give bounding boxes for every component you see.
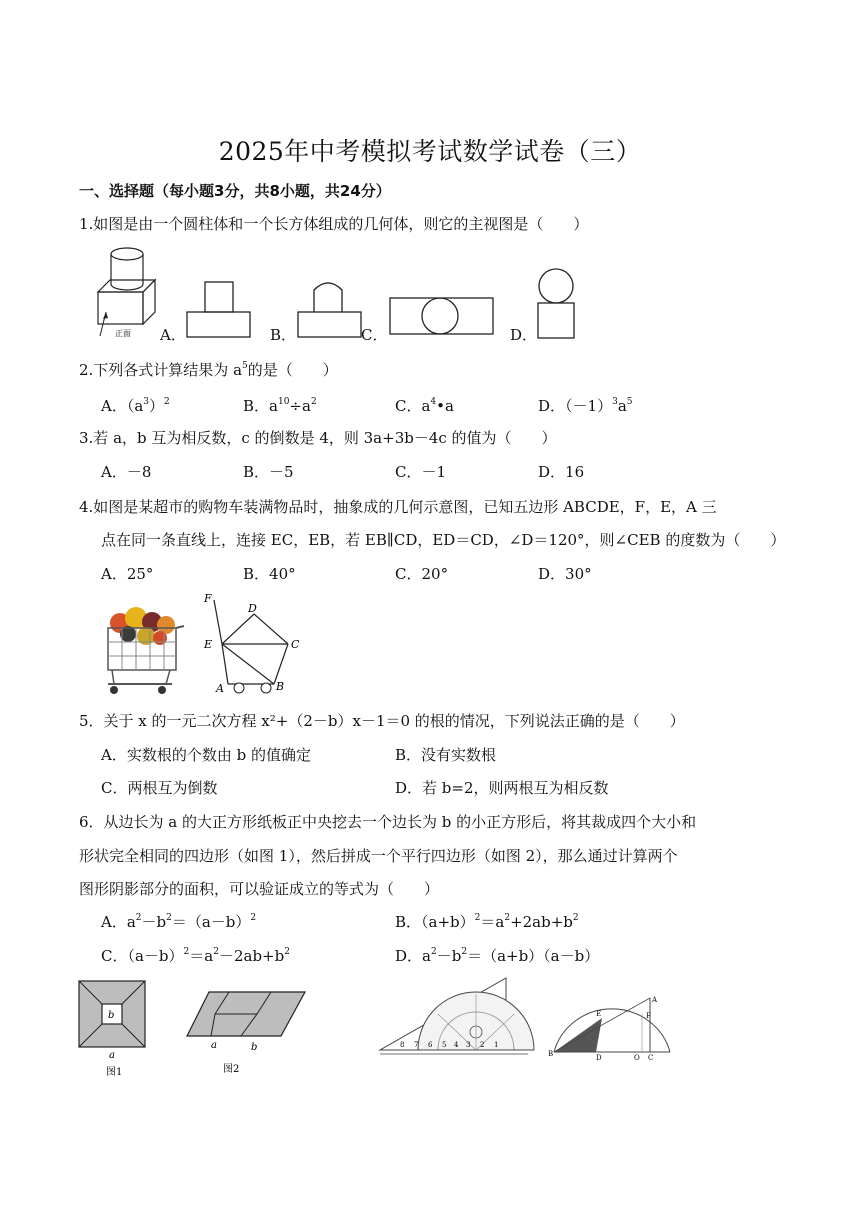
label-a: A: [216, 682, 224, 695]
semi-label-d: D: [596, 1054, 602, 1062]
q1-label-a: A．: [160, 326, 186, 344]
q4-option-a: A．25°: [101, 565, 154, 583]
q6-stem-line3: 图形阴影部分的面积，可以验证成立的等式为（ ）: [79, 880, 440, 898]
fig1-label-a: a: [109, 1050, 115, 1061]
q6-figure-1: [78, 980, 150, 1080]
q1-option-c-figure: [388, 296, 498, 340]
label-c: C: [291, 638, 300, 651]
q4-option-d: D．30°: [538, 565, 592, 583]
q2-option-b: B．$a^{10}\div a^2$: [243, 397, 317, 415]
q5-option-d: D．若 b=2，则两根互为相反数: [395, 779, 609, 797]
q3-option-b: B．－5: [243, 463, 294, 481]
page-title: 2025年中考模拟考试数学试卷（三）: [218, 137, 642, 166]
q6-option-c: C．$(a-b)^2=a^2-2ab+b^2$: [101, 947, 290, 965]
ruler-8: 8: [400, 1041, 405, 1049]
fig1-label-b: b: [108, 1010, 115, 1021]
q4-option-c: C．20°: [395, 565, 449, 583]
label-b: B: [276, 680, 285, 693]
semicircle-figure: [546, 994, 672, 1060]
q3-stem: 3.若 a，b 互为相反数，c 的倒数是 4，则 3a+3b－4c 的值为（ ）: [79, 429, 557, 447]
q3-option-a: A．－8: [101, 463, 152, 481]
q1-option-a-figure: [185, 280, 255, 340]
fig2-label-a: a: [211, 1040, 217, 1051]
q6-stem-line1: 6．从边长为 a 的大正方形纸板正中央挖去一个边长为 b 的小正方形后，将其裁成四个大小和: [79, 813, 697, 831]
q5-option-a: A．实数根的个数由 b 的值确定: [101, 746, 311, 764]
q2-option-a: A．$(a^3)^2$: [101, 397, 170, 415]
ruler-5: 5: [442, 1041, 447, 1049]
q5-option-c: C．两根互为倒数: [101, 779, 218, 797]
shopping-cart-image: [100, 598, 186, 698]
semi-label-c: C: [648, 1054, 654, 1062]
label-d: D: [248, 602, 257, 615]
q6-option-b: B．$(a+b)^2=a^2+2ab+b^2$: [395, 913, 579, 931]
semi-label-o: O: [634, 1054, 640, 1062]
ruler-3: 3: [466, 1041, 471, 1049]
q4-pentagon-figure: [198, 592, 308, 697]
q3-option-c: C．－1: [395, 463, 447, 481]
q5-option-b: B．没有实数根: [395, 746, 497, 764]
q2-option-d: D．$(-1)^3a^5$: [538, 397, 633, 415]
q1-stem: 1.如图是由一个圆柱体和一个长方体组成的几何体，则它的主视图是（ ）: [79, 215, 589, 233]
q6-option-d: D．$a^2-b^2=(a+b)(a-b)$: [395, 947, 600, 965]
q1-label-c: C．: [361, 326, 388, 344]
q4-stem-line1: 4.如图是某超市的购物车装满物品时，抽象成的几何示意图，已知五边形 ABCDE，F，E，A 三: [79, 498, 717, 516]
label-e: E: [204, 638, 213, 651]
q2-option-c: C．$a^4•a$: [395, 397, 454, 415]
front-label: 正面: [115, 329, 131, 338]
fig2-caption: 图2: [223, 1064, 240, 1075]
q6-stem-line2: 形状完全相同的四边形（如图 1），然后拼成一个平行四边形（如图 2），那么通过计算两个: [79, 847, 678, 865]
ruler-1: 1: [494, 1041, 499, 1049]
q2-stem: 2.下列各式计算结果为 $a^5$的是（ ）: [79, 361, 338, 379]
q1-option-d-figure: [534, 268, 580, 342]
semi-label-e: E: [596, 1010, 602, 1018]
q4-option-b: B．40°: [243, 565, 296, 583]
section-heading: 一、选择题（每小题3分，共8小题，共24分）: [79, 182, 391, 200]
semi-label-a: A: [652, 996, 658, 1004]
q1-label-b: B．: [270, 326, 297, 344]
ruler-4: 4: [454, 1041, 459, 1049]
ruler-6: 6: [428, 1041, 433, 1049]
q5-stem: 5．关于 x 的一元二次方程 x²+（2－b）x－1＝0 的根的情况，下列说法正确的是（ ）: [79, 712, 685, 730]
ruler-7: 7: [414, 1041, 419, 1049]
q6-figure-2: [185, 990, 310, 1080]
q1-label-d: D．: [510, 326, 538, 344]
semi-label-b: B: [548, 1050, 554, 1058]
ruler-2: 2: [480, 1041, 485, 1049]
label-f: F: [204, 592, 212, 605]
protractor-ruler-figure: [378, 974, 550, 1056]
q3-option-d: D．16: [538, 463, 585, 481]
fig2-label-b: b: [251, 1042, 258, 1053]
q1-option-b-figure: [296, 280, 366, 340]
q6-option-a: A．$a^2-b^2=(a-b)^2$: [101, 913, 257, 931]
q4-stem-line2: 点在同一条直线上，连接 EC，EB，若 EB∥CD，ED＝CD，∠D＝120°，则∠CEB 的度数为（ ）: [101, 531, 786, 549]
fig1-caption: 图1: [106, 1067, 123, 1078]
semi-label-f: F: [646, 1012, 651, 1020]
